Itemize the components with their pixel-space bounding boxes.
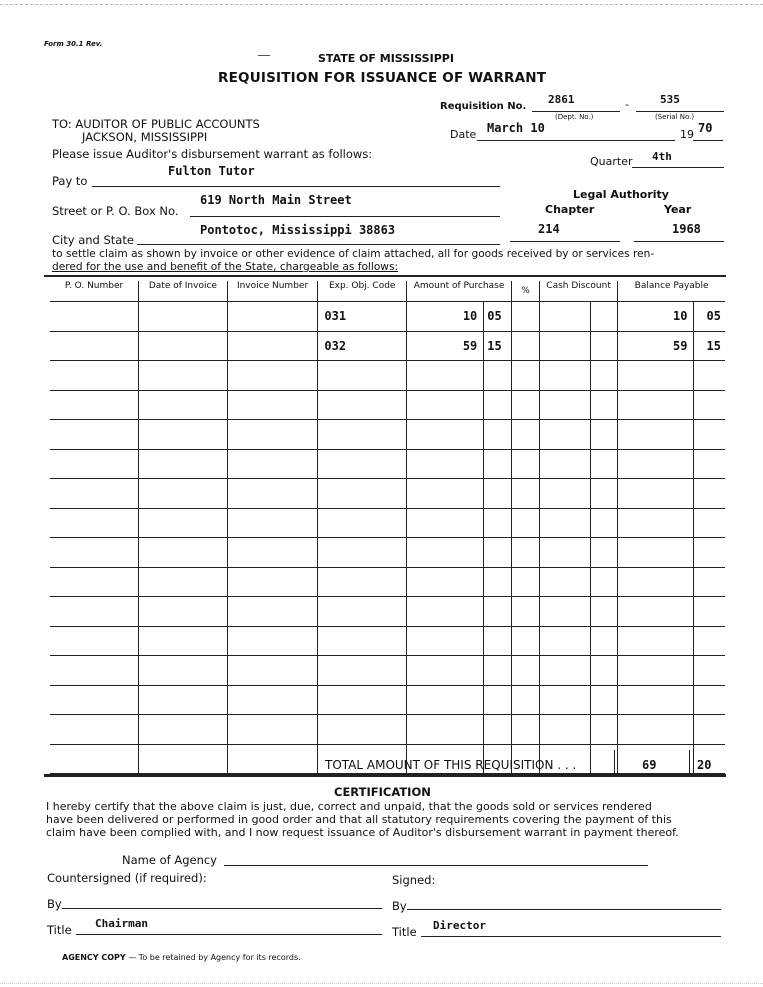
certification-line-2: have been delivered or performed in good order and that all statutory requirements covering the payment of this <box>46 813 672 826</box>
city-label: City and State <box>52 233 134 247</box>
dept-no-line <box>532 111 620 112</box>
street-value: 619 North Main Street <box>200 193 352 207</box>
form-number: Form 30.1 Rev. <box>44 40 103 48</box>
column-header-invoice-number: Invoice Number <box>227 281 318 302</box>
left-title-label: Title <box>47 923 72 937</box>
balance-dollars-cell: 10 <box>618 302 694 332</box>
dept-no-caption: (Dept. No.) <box>555 113 594 121</box>
table-row <box>50 656 725 686</box>
quarter-line <box>632 167 724 168</box>
column-header-percent: % <box>512 281 540 302</box>
table-row <box>50 685 725 715</box>
total-label: TOTAL AMOUNT OF THIS REQUISITION . . . <box>325 758 577 772</box>
left-by-label: By <box>47 897 62 911</box>
legal-year-value: 1968 <box>672 222 701 236</box>
total-divider-right <box>689 750 690 774</box>
countersigned-label: Countersigned (if required): <box>47 871 207 885</box>
cell <box>512 302 540 332</box>
column-header-po-number: P. O. Number <box>50 281 139 302</box>
right-title-label: Title <box>392 925 417 939</box>
agency-label: Name of Agency <box>122 853 217 867</box>
amount-dollars-cell: 59 <box>407 331 484 361</box>
right-by-line <box>407 909 721 910</box>
balance-cents-cell: 05 <box>694 302 725 332</box>
legal-year-label: Year <box>664 203 692 216</box>
cell <box>139 331 228 361</box>
year-prefix: 19 <box>680 128 694 141</box>
table-row <box>50 626 725 656</box>
cell <box>539 302 591 332</box>
column-header-amount-of-purchase: Amount of Purchase <box>407 281 512 302</box>
date-value: March 10 <box>487 121 545 135</box>
balance-cents-cell: 15 <box>694 331 725 361</box>
instruction-text: Please issue Auditor's disbursement warrant as follows: <box>52 147 373 161</box>
left-title-value: Chairman <box>95 917 148 930</box>
footer-rest: — To be retained by Agency for its records. <box>128 953 301 962</box>
cell <box>227 331 318 361</box>
table-row <box>50 361 725 391</box>
page-top-edge <box>0 4 763 5</box>
footer-note <box>62 953 301 962</box>
requisition-label: Requisition No. <box>440 101 527 112</box>
column-header-date-of-invoice: Date of Invoice <box>139 281 228 302</box>
table-row <box>50 567 725 597</box>
date-line <box>477 140 675 141</box>
table-header-row <box>50 281 725 302</box>
amount-cents-cell: 15 <box>484 331 512 361</box>
left-by-line <box>62 908 382 909</box>
balance-dollars-cell: 59 <box>618 331 694 361</box>
dept-no-value: 2861 <box>548 93 575 106</box>
table-row <box>50 449 725 479</box>
certification-line-3: claim have been complied with, and I now request issuance of Auditor's disbursement warrant in payment thereof. <box>46 826 679 839</box>
claims-table <box>50 281 725 774</box>
page-bottom-edge <box>0 983 763 984</box>
cell <box>50 302 139 332</box>
quarter-value: 4th <box>652 150 672 163</box>
quarter-label: Quarter <box>590 155 633 168</box>
settle-text-2: dered for the use and benefit of the State, chargeable as follows: <box>52 261 399 273</box>
table-row <box>50 597 725 627</box>
pay-to-value: Fulton Tutor <box>168 164 255 178</box>
addressee-line-1: TO: AUDITOR OF PUBLIC ACCOUNTS <box>52 117 260 131</box>
agency-line <box>224 865 648 866</box>
serial-no-value: 535 <box>660 93 680 106</box>
city-value: Pontotoc, Mississippi 38863 <box>200 223 396 237</box>
cell <box>227 302 318 332</box>
table-row <box>50 420 725 450</box>
column-header-cash-discount: Cash Discount <box>539 281 617 302</box>
legal-authority-label: Legal Authority <box>573 188 669 201</box>
table-row <box>50 302 725 332</box>
amount-dollars-cell: 10 <box>407 302 484 332</box>
dash: - <box>625 98 629 111</box>
serial-no-caption: (Serial No.) <box>655 113 695 121</box>
total-bottom-rule <box>44 774 726 777</box>
chapter-value: 214 <box>538 222 560 236</box>
column-header-exp-obj-code: Exp. Obj. Code <box>318 281 407 302</box>
right-title-value: Director <box>433 919 486 932</box>
addressee-line-2: JACKSON, MISSISSIPPI <box>82 130 208 144</box>
street-line <box>190 216 500 217</box>
page-title: REQUISITION FOR ISSUANCE OF WARRANT <box>218 70 547 86</box>
table-row <box>50 390 725 420</box>
table-row <box>50 538 725 568</box>
amount-cents-cell: 05 <box>484 302 512 332</box>
street-label: Street or P. O. Box No. <box>52 204 179 218</box>
cell <box>50 331 139 361</box>
legal-year-line <box>634 241 724 242</box>
right-by-label: By <box>392 899 407 913</box>
year-value: 70 <box>698 121 713 135</box>
small-mark <box>258 55 270 56</box>
signed-label: Signed: <box>392 873 436 887</box>
cell <box>591 302 618 332</box>
date-label: Date <box>450 128 477 141</box>
cell <box>512 331 540 361</box>
exp-obj-code-cell: 032 <box>318 331 407 361</box>
certification-line-1: I hereby certify that the above claim is just, due, correct and unpaid, that the goods sold or services rendered <box>46 800 652 813</box>
chapter-line <box>510 241 620 242</box>
year-line <box>693 140 723 141</box>
total-dollars: 69 <box>642 758 657 772</box>
table-row <box>50 715 725 745</box>
pay-to-line <box>92 186 500 187</box>
left-title-line <box>76 934 382 935</box>
column-header-balance-payable: Balance Payable <box>618 281 725 302</box>
cell <box>539 331 591 361</box>
total-divider-left <box>614 750 615 774</box>
right-title-line <box>421 936 721 937</box>
state-heading: STATE OF MISSISSIPPI <box>318 52 454 65</box>
cell <box>591 331 618 361</box>
chapter-label: Chapter <box>545 203 595 216</box>
pay-to-label: Pay to <box>52 174 88 188</box>
cell <box>139 302 228 332</box>
total-cents: 20 <box>697 758 712 772</box>
exp-obj-code-cell: 031 <box>318 302 407 332</box>
table-row <box>50 508 725 538</box>
city-line <box>137 244 500 245</box>
footer-bold: AGENCY COPY <box>62 953 126 962</box>
certification-title: CERTIFICATION <box>334 785 431 799</box>
settle-text-1: to settle claim as shown by invoice or other evidence of claim attached, all for goods received by or services ren- <box>52 248 655 260</box>
table-row <box>50 479 725 509</box>
table-top-rule <box>44 275 726 277</box>
serial-no-line <box>636 111 724 112</box>
table-row <box>50 331 725 361</box>
